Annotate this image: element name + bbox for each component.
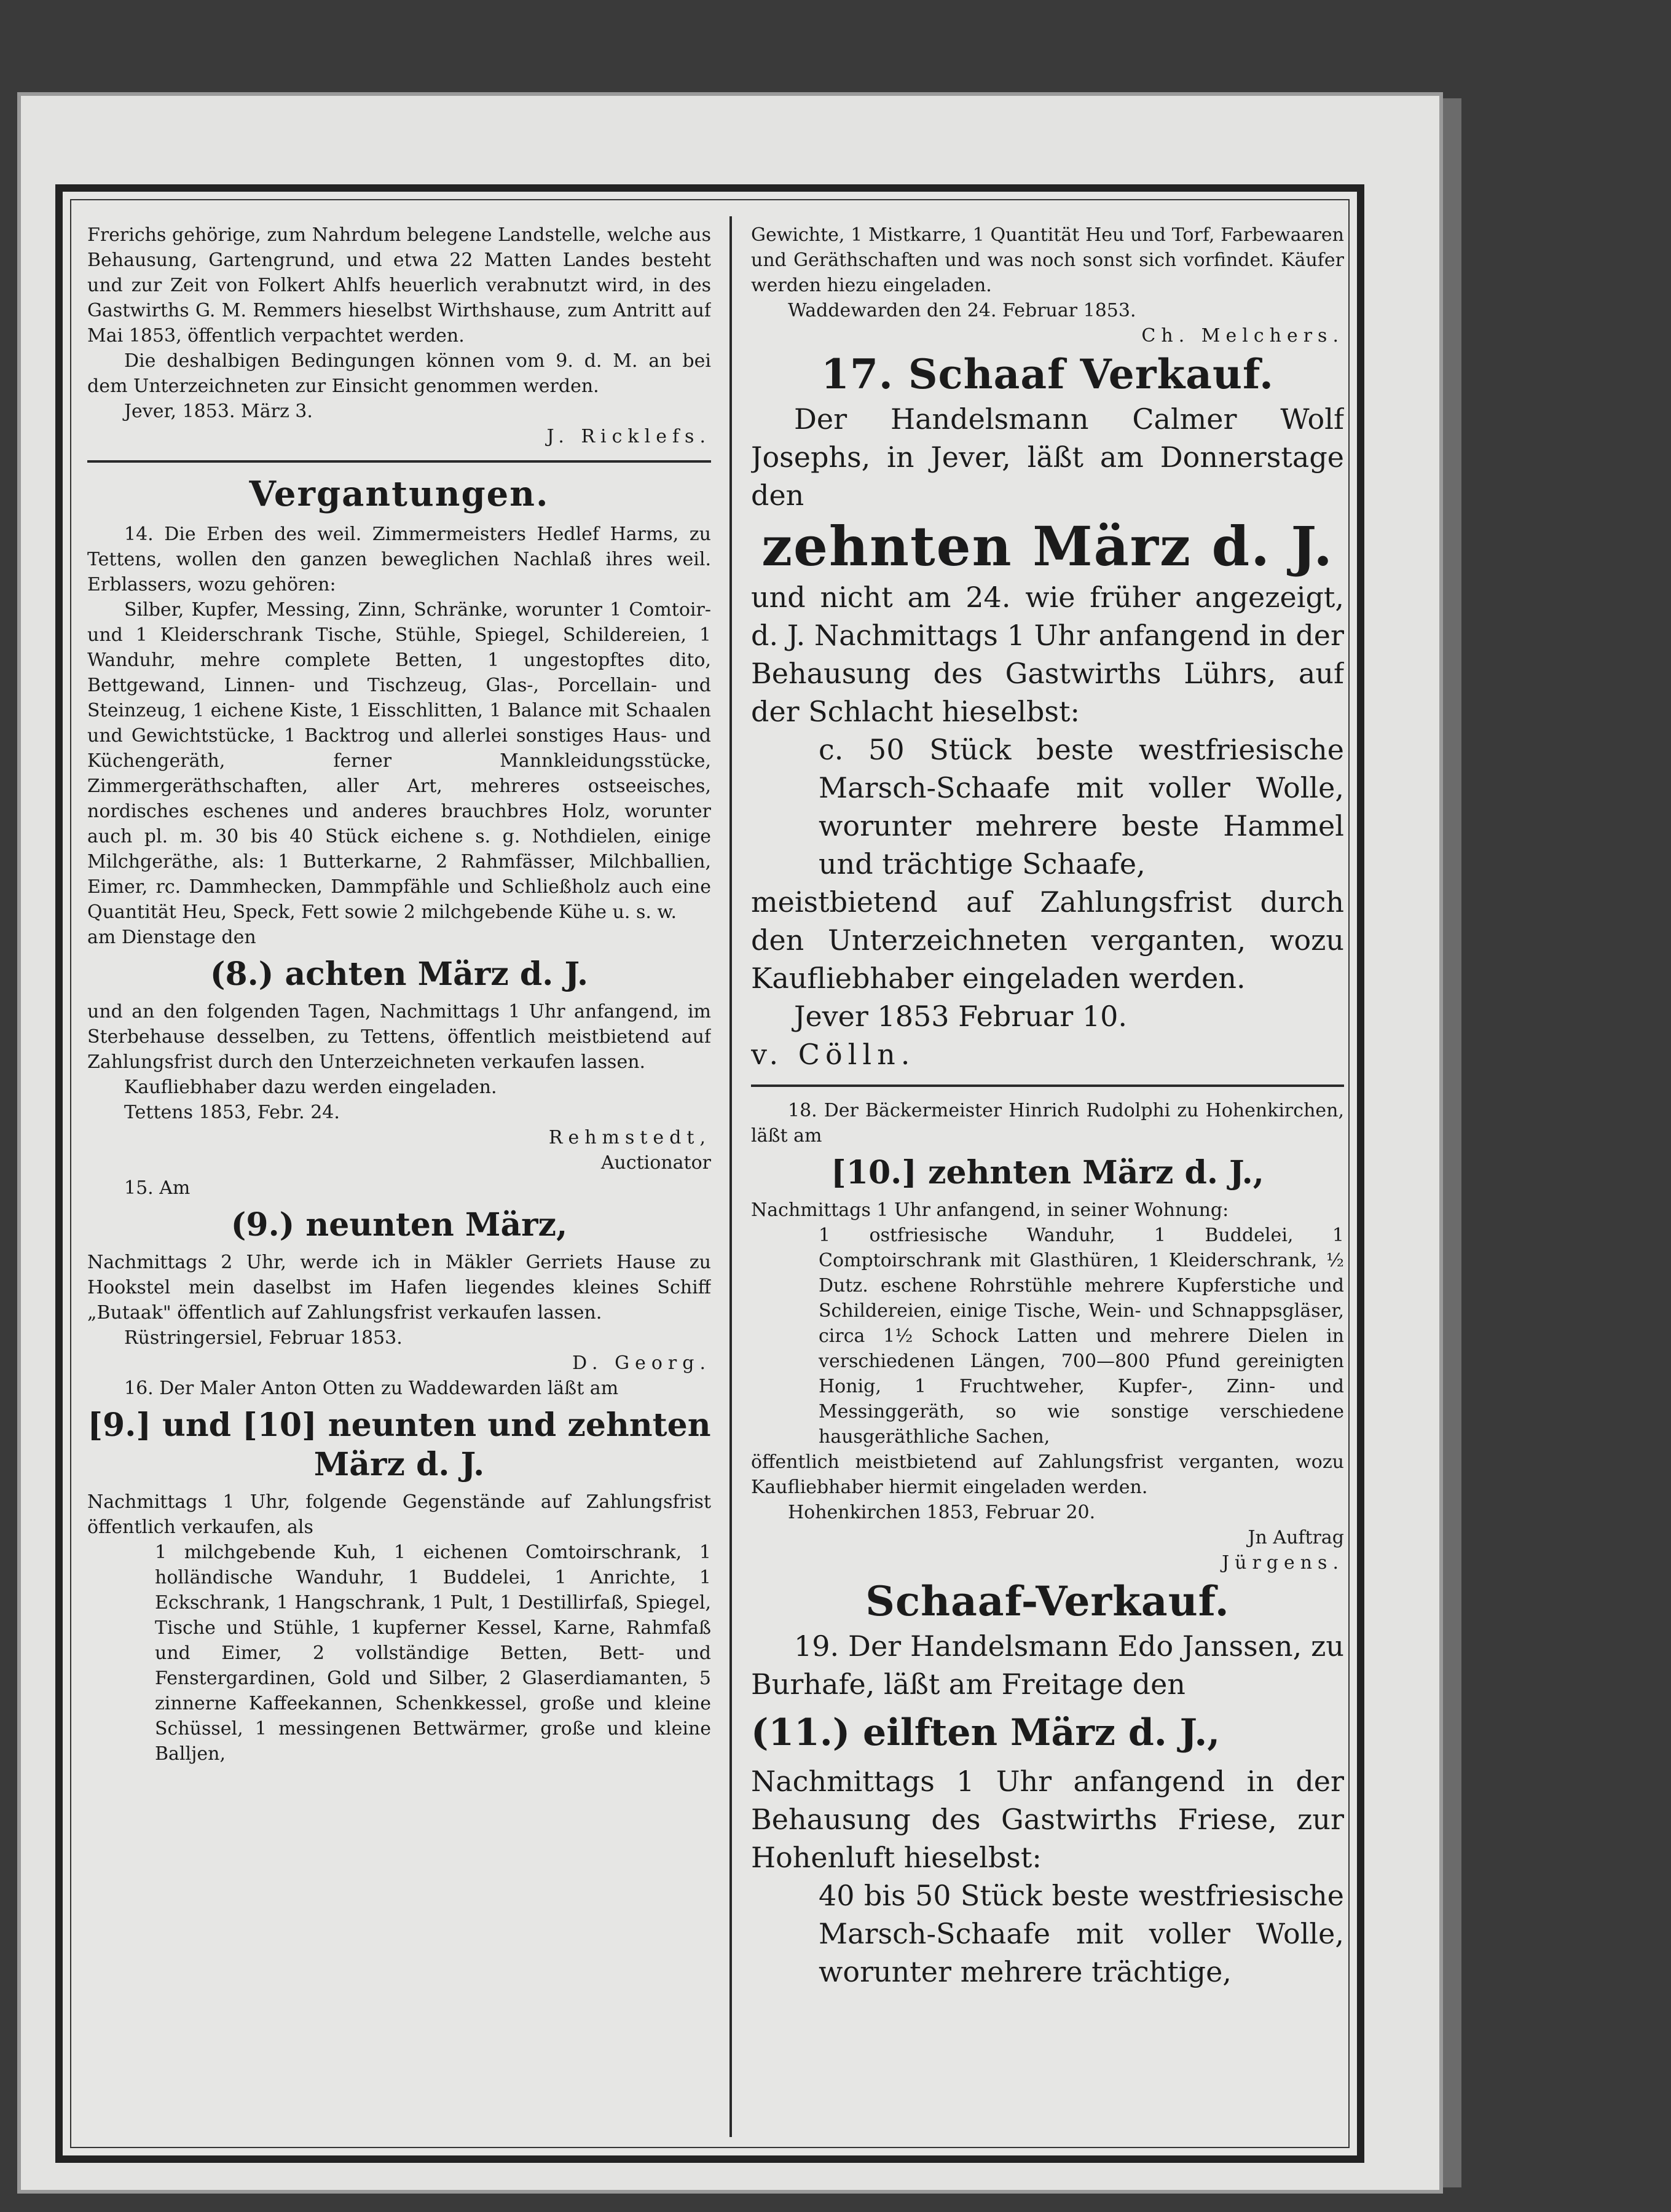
- notice-17-terms: meistbietend auf Zahlungsfrist durch den Unterzeichneten verganten, wozu Kaufliebhaber eingeladen werden.: [751, 885, 1344, 995]
- notice-14-place: Tettens 1853, Febr. 24.: [124, 1102, 340, 1123]
- notice-16-items: 1 milchgebende Kuh, 1 eichenen Comtoirschrank, 1 holländische Wanduhr, 1 Buddelei, 1 Anrichte, 1 Eckschrank, 1 Hangschrank, 1 Pult, 1 Destillirfaß, Spiegel, Tische und Stühle, 1 kupferner Kessel, Karne, Rahmfaß und Eimer, 2 vollständige Betten, Bett- und Fenstergardinen, Gold und Silber, 2 Glaserdiamanten, 5 zinnerne Kaffeekannen, Schenkkessel, große und kleine Schüssel, 1 messingenen Bettwärmer, große und kleine Balljen,: [155, 1542, 711, 1765]
- notice-19-items: 40 bis 50 Stück beste westfriesische Marsch-Schaafe mit voller Wolle, worunter mehrere trächtige,: [819, 1879, 1344, 1988]
- notice-15-date: (9.) neunten März,: [230, 1206, 568, 1244]
- notice-19-intro: 19. Der Handelsmann Edo Janssen, zu Burhafe, läßt am Freitage den: [751, 1630, 1344, 1701]
- notice-18-place: Hohenkirchen 1853, Februar 20.: [788, 1502, 1096, 1523]
- notice-15-text: Nachmittags 2 Uhr, werde ich in Mäkler Gerriets Hause zu Hookstel mein daselbst im Hafen liegendes kleines Schiff „Butaak" öffentlich auf Zahlungsfrist verkaufen lassen.: [87, 1252, 711, 1324]
- notice-14-sig1: Rehmstedt,: [548, 1127, 711, 1148]
- notice-17-title: 17. Schaaf Verkauf.: [821, 350, 1274, 398]
- page-edge: [1443, 98, 1461, 2187]
- notice-15-pre: 15. Am: [124, 1177, 191, 1199]
- notice-17-intro: Der Handelsmann Calmer Wolf Josephs, in Jever, läßt am Donnerstage den: [751, 402, 1344, 512]
- notice-19-title: Schaaf-Verkauf.: [865, 1577, 1230, 1625]
- prev-notice-place: Waddewarden den 24. Februar 1853.: [788, 300, 1136, 321]
- notice-15-signature: D. Georg.: [572, 1352, 711, 1374]
- advertisement-frame: [55, 184, 1364, 2163]
- notice-18-items: 1 ostfriesische Wanduhr, 1 Buddelei, 1 Comptoirschrank mit Glasthüren, 1 Kleiderschrank, ½ Dutz. eschene Rohrstühle mehrere Kupferstiche und Schildereien, einige Tische, Wein- und Schnappsgläser, circa 1½ Schock Latten und mehrere Dielen in verschiedenen Längen, 700—800 Pfund gereinigten Honig, 1 Fruchtweher, Kupfer-, Zinn- und Messinggeräth, so wie sonstige verschiedene hausgeräthliche Sachen,: [819, 1225, 1344, 1448]
- notice-19-text: Nachmittags 1 Uhr anfangend in der Behausung des Gastwirths Friese, zur Hohenluft hieselbst:: [751, 1765, 1344, 1874]
- notice-14-items: Silber, Kupfer, Messing, Zinn, Schränke, worunter 1 Comtoir- und 1 Kleiderschrank Tische, Stühle, Spiegel, Schildereien, 1 Wanduhr, mehre complete Betten, 1 ungestopftes dito, Bettgewand, Linnen- und Tischzeug, Glas-, Porcellain- und Steinzeug, 1 eichene Kiste, 1 Eisschlitten, 1 Balance mit Schaalen und Gewichtstücke, 1 Backtrog und allerlei sonstiges Haus- und Küchengeräth, ferner Mannkleidungsstücke, Zimmergeräthschaften, aller Art, mehreres ostseeisches, nordisches eschenes und anderes brauchbres Holz, worunter auch pl. m. 30 bis 40 Stück eichene s. g. Nothdielen, einige Milchgeräthe, als: 1 Butterkarne, 2 Rahmfässer, Milchballien, Eimer, rc. Dammhecken, Dammpfähle und Schließholz auch eine Quantität Heu, Speck, Fett sowie 2 milchgebende Kühe u. s. w.: [87, 599, 711, 923]
- notice-17-place: Jever 1853 Februar 10.: [794, 1000, 1128, 1033]
- notice-18-sig2: Jürgens.: [1222, 1552, 1344, 1574]
- lease-conditions-text: Die deshalbigen Bedingungen können vom 9. d. M. an bei dem Unterzeichneten zur Einsicht genommen werden.: [87, 350, 711, 397]
- notice-15-place: Rüstringersiel, Februar 1853.: [124, 1327, 403, 1349]
- notice-18-sig1: Jn Auftrag: [1248, 1527, 1344, 1548]
- notice-18-text: Nachmittags 1 Uhr anfangend, in seiner Wohnung:: [751, 1199, 1229, 1221]
- section-heading: Vergantungen.: [249, 474, 549, 514]
- notice-17-items: c. 50 Stück beste westfriesische Marsch-Schaafe mit voller Wolle, worunter mehrere beste Hammel und trächtige Schaafe,: [819, 733, 1344, 880]
- column-divider: [729, 216, 732, 2137]
- notice-14-rest: und an den folgenden Tagen, Nachmittags 1 Uhr anfangend, im Sterbehause desselben, zu Tettens, öffentlich meistbietend auf Zahlungsfrist durch den Unterzeichneten verkaufen lassen.: [87, 1001, 711, 1073]
- prev-notice-text: Gewichte, 1 Mistkarre, 1 Quantität Heu und Torf, Farbewaaren und Geräthschaften und was noch sonst sich vorfindet. Käufer werden hiezu eingeladen.: [751, 224, 1344, 296]
- notice-14-invite: Kaufliebhaber dazu werden eingeladen.: [124, 1077, 497, 1098]
- notice-18-intro: 18. Der Bäckermeister Hinrich Rudolphi zu Hohenkirchen, läßt am: [751, 1100, 1344, 1147]
- notice-17-date: zehnten März d. J.: [761, 514, 1334, 578]
- notice-14-intro: 14. Die Erben des weil. Zimmermeisters Hedlef Harms, zu Tettens, wollen den ganzen beweglichen Nachlaß ihres weil. Erblassers, wozu gehören:: [87, 524, 711, 595]
- notice-16-date: [9.] und [10] neunten und zehnten März d. J.: [87, 1406, 711, 1483]
- notice-17-signature: v. Cölln.: [751, 1038, 916, 1071]
- notice-14-pre: am Dienstage den: [87, 927, 256, 948]
- notice-16-text: Nachmittags 1 Uhr, folgende Gegenstände auf Zahlungsfrist öffentlich verkaufen, als: [87, 1491, 711, 1538]
- right-column: [751, 222, 1344, 2143]
- notice-17-details: und nicht am 24. wie früher angezeigt, d. J. Nachmittags 1 Uhr anfangend in der Behausung des Gastwirths Lührs, auf der Schlacht hieselbst:: [751, 581, 1344, 728]
- notice-18-date: [10.] zehnten März d. J.,: [831, 1154, 1264, 1191]
- notice-14-date: (8.) achten März d. J.: [210, 955, 589, 993]
- prev-notice-signature: Ch. Melchers.: [1141, 325, 1344, 347]
- notice-18-rest: öffentlich meistbietend auf Zahlungsfrist verganten, wozu Kaufliebhaber hiermit eingeladen werden.: [751, 1451, 1344, 1498]
- lease-notice-text: Frerichs gehörige, zum Nahrdum belegene Landstelle, welche aus Behausung, Gartengrund, und etwa 22 Matten Landes besteht und zur Zeit von Folkert Ahlfs heuerlich verabnutzt wird, in des Gastwirths G. M. Remmers hieselbst Wirthshause, zum Antritt auf Mai 1853, öffentlich verpachtet werden.: [87, 224, 711, 347]
- lease-signature: J. Ricklefs.: [546, 426, 711, 447]
- notice-19-date: (11.) eilften März d. J.,: [751, 1711, 1221, 1754]
- lease-place-date: Jever, 1853. März 3.: [124, 401, 313, 422]
- notice-17-rule: [751, 1084, 1344, 1087]
- section-rule: [87, 460, 711, 463]
- notice-14-sig2: Auctionator: [600, 1152, 711, 1174]
- notice-16-intro: 16. Der Maler Anton Otten zu Waddewarden läßt am: [124, 1378, 619, 1399]
- left-column: [87, 222, 711, 2143]
